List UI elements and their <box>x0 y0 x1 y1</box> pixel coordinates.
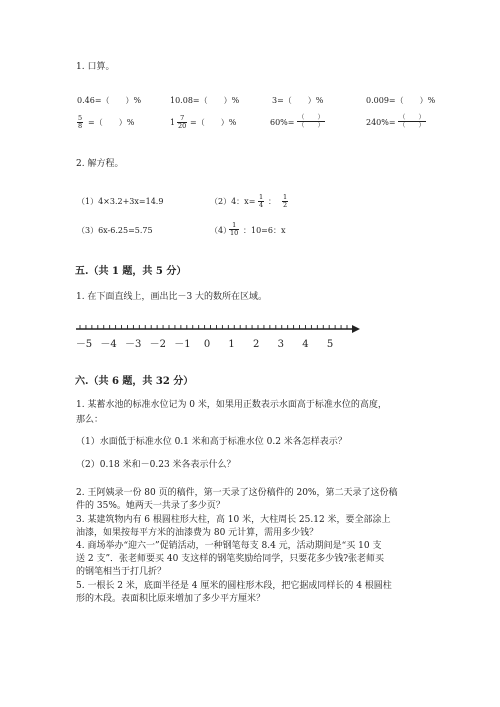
number-line-label: －4 <box>100 339 117 350</box>
equation-2-prefix: （2）4：x= <box>210 197 256 206</box>
number-line-label: －1 <box>174 339 191 350</box>
blank-fraction: （ ） （ ） <box>298 113 324 129</box>
number-line-label: 2 <box>253 339 260 350</box>
number-line-label: 4 <box>302 339 309 350</box>
equation-3: （3）6x-6.25=5.75 <box>77 226 153 235</box>
oral-calc-item: 240%= <box>366 118 396 127</box>
fraction: $\frac{1}{10}$ <box>230 221 239 237</box>
equation-4-suffix: ：10=6：x <box>243 226 286 235</box>
fraction: $\frac{1}{2}$ <box>283 193 288 209</box>
problem-3-line: 油漆，如果按每平方米的油漆费为 80 元计算，需用多少钱？ <box>76 528 319 538</box>
section-6-heading: 六.（共 6 题，共 32 分） <box>75 376 194 387</box>
problem-5-line: 形的木段。表面积比原来增加了多少平方厘米？ <box>76 594 266 604</box>
number-line <box>0 318 500 378</box>
number-line-label: 1 <box>228 339 235 350</box>
number-line-label: －2 <box>149 339 166 350</box>
number-line-label: 5 <box>326 339 334 350</box>
equation-1: （1）4×3.2+3x=14.9 <box>77 197 164 206</box>
number-line-label: 3 <box>277 339 284 350</box>
fraction: $\frac{7}{20}$ <box>178 114 187 130</box>
problem-4-line: 送 2 支”．张老师要买 40 支这样的钢笔奖励给同学，只要花多少钱?张老师买 <box>76 554 385 564</box>
mixed-number-whole: 1 <box>170 118 176 127</box>
oral-calc-item: 0.46=（ ）% <box>77 96 142 105</box>
problem-1-subquestion-1: （1）水面低于标准水位 0.1 米和高于标准水位 0.2 米各怎样表示？ <box>76 437 347 447</box>
section-5-heading: 五.（共 1 题，共 5 分） <box>75 266 187 277</box>
fraction: $\frac{1}{4}$ <box>259 193 264 209</box>
oral-calc-item: 3=（ ）% <box>272 96 324 105</box>
problem-4-line: 4. 商场举办“迎六一”促销活动，一种钢笔每支 8.4 元，活动期间是“买 10 支 <box>76 541 382 551</box>
question-2-title: 2. 解方程。 <box>76 159 124 169</box>
problem-4-line: 的钢笔相当于打几折？ <box>76 567 167 577</box>
number-line-label: －3 <box>125 339 142 350</box>
problem-5-line: 5. 一根长 2 米，底面半径是 4 厘米的圆柱形木段，把它据成同样长的 4 根圆柱 <box>76 581 392 591</box>
number-line-label: 0 <box>203 339 211 350</box>
ratio-colon: ： <box>268 197 276 206</box>
oral-calc-item: =（ ）% <box>88 118 135 127</box>
section-5-question-1: 1. 在下面直线上，画出比－3 大的数所在区域。 <box>76 292 268 302</box>
oral-calc-item: =（ ）% <box>190 118 237 127</box>
problem-1-line: 那么： <box>76 415 104 425</box>
fraction: $\frac{5}{8}$ <box>78 114 83 130</box>
oral-calc-item: 0.009=（ ）% <box>366 96 436 105</box>
oral-calc-item: 60%= <box>270 118 295 127</box>
problem-1-subquestion-2: （2）0.18 米和－0.23 米各表示什么？ <box>76 460 236 470</box>
problem-3-line: 3. 某建筑物内有 6 根圆柱形大柱，高 10 米，大柱周长 25.12 米，要全部涂上 <box>76 515 391 525</box>
problem-1-line: 1. 某蓄水池的标准水位记为 0 米，如果用正数表示水面高于标准水位的高度， <box>76 400 387 410</box>
problem-2-line: 2. 王阿姨录一份 80 页的稿件，第一天录了这份稿件的 20%，第二天录了这份稿 <box>76 488 398 498</box>
problem-2-line: 件的 35%。她两天一共录了多少页？ <box>76 501 225 511</box>
equation-4-prefix: （4） <box>210 226 232 235</box>
oral-calc-item: 10.08=（ ）% <box>170 96 240 105</box>
number-line-label: －5 <box>75 339 93 350</box>
question-1-title: 1. 口算。 <box>76 62 115 72</box>
blank-fraction: （ ） （ ） <box>399 113 425 129</box>
number-line-arrow <box>352 325 360 333</box>
